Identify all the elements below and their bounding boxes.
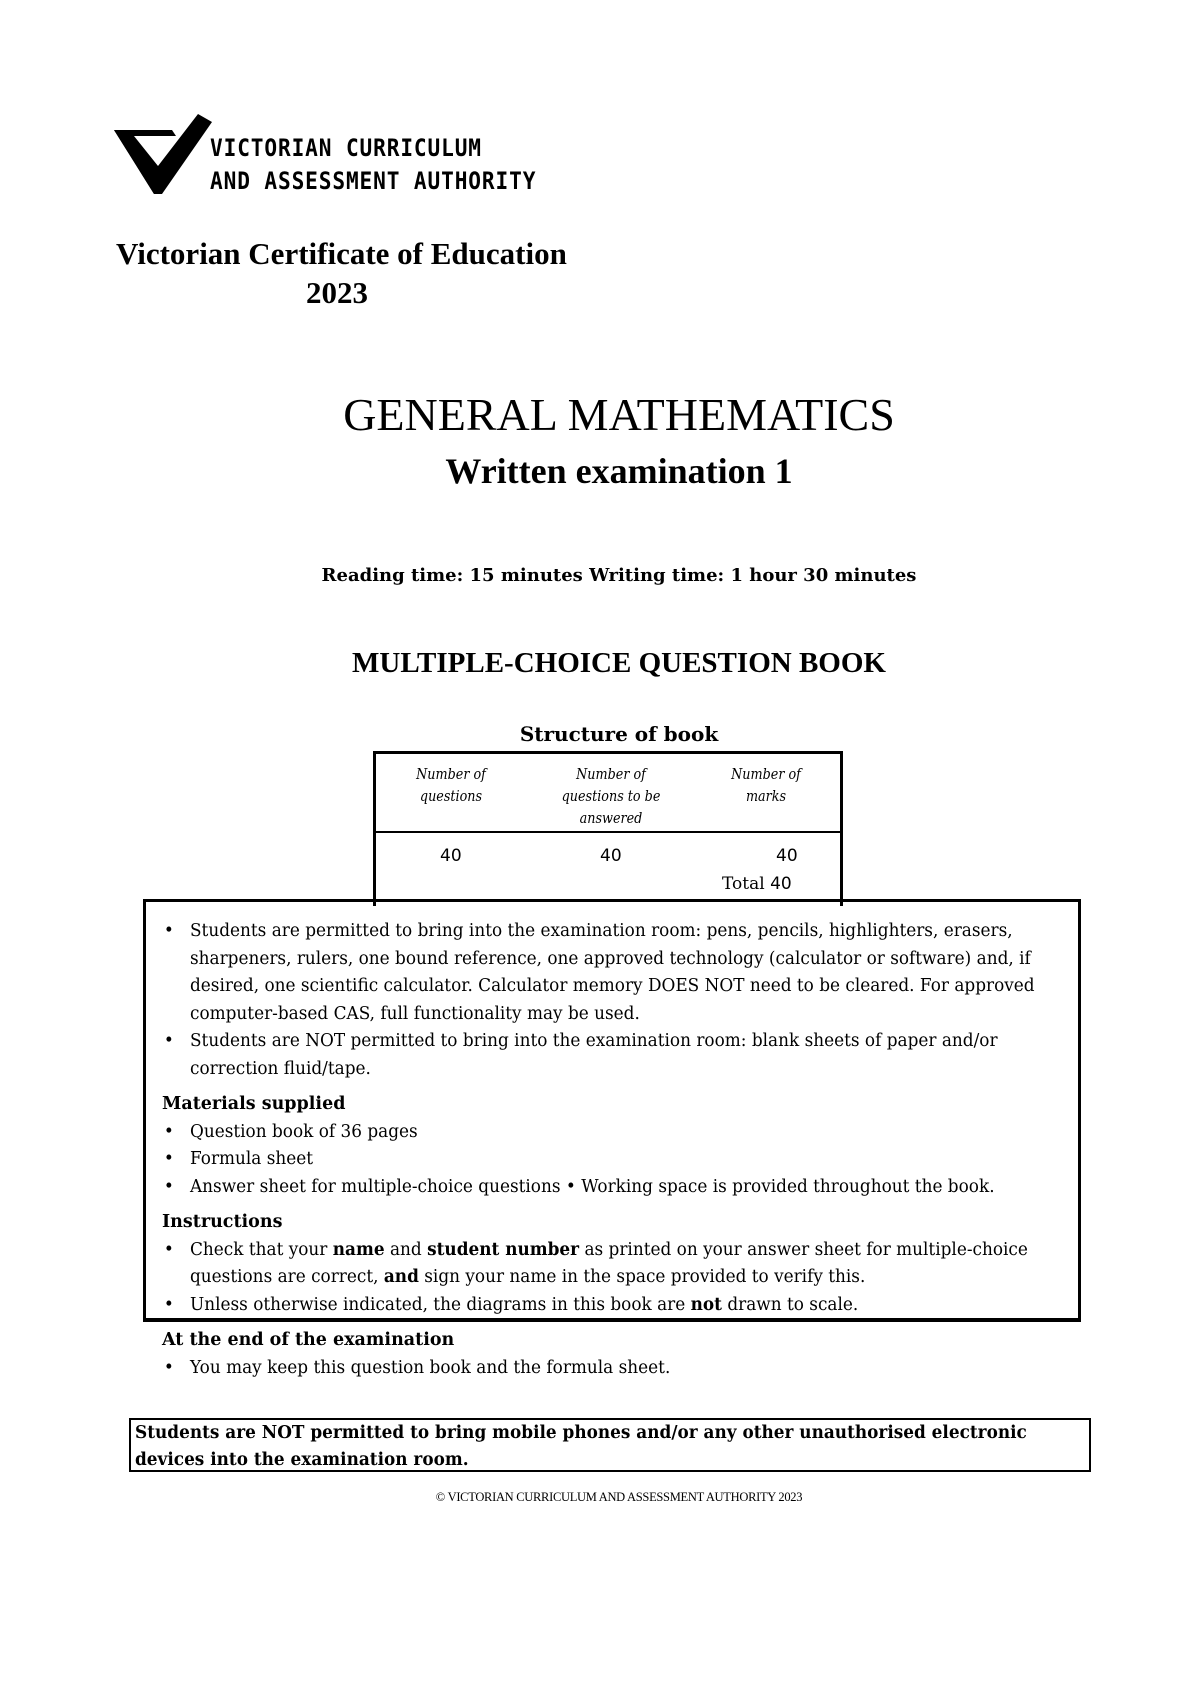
text-fragment: as printed on your answer sheet for multiple-choice questions are correct, (189, 1239, 1028, 1287)
text-fragment: and (384, 1239, 428, 1260)
text-fragment: Unless otherwise indicated, the diagrams in this book are (189, 1294, 691, 1315)
cell-number-of-questions: 40 (440, 846, 462, 866)
logo-text-line-1: VICTORIAN CURRICULUM (210, 134, 482, 162)
end-of-exam-item: • You may keep this question book and the formula sheet. (162, 1355, 1035, 1383)
materials-item: • Question book of 36 pages (162, 1119, 1035, 1147)
bold-name: name (332, 1239, 385, 1260)
warning-text: Students are NOT permitted to bring mobile phones and/or any other unauthorised electronic devices into the examination room. (135, 1423, 1027, 1470)
mobile-phone-warning (129, 1418, 1091, 1472)
cell-questions-to-be-answered: 40 (600, 846, 622, 866)
rule-not-permitted: • Students are NOT permitted to bring into the examination room: blank sheets of paper and/or correction fluid/tape. (162, 1028, 1035, 1083)
table-divider (376, 831, 840, 833)
text-fragment: drawn to scale. (721, 1294, 859, 1315)
bold-student-number: student number (427, 1239, 580, 1260)
copyright: © VICTORIAN CURRICULUM AND ASSESSMENT AUTHORITY 2023 (435, 1490, 803, 1504)
instructions-box (143, 899, 1081, 1378)
structure-heading: Structure of book (519, 722, 719, 746)
certificate-year: 2023 (306, 275, 368, 310)
instructions-heading: Instructions (162, 1212, 283, 1232)
bold-not: not (690, 1294, 722, 1315)
exam-times: Reading time: 15 minutes Writing time: 1 hour 30 minutes (321, 565, 917, 586)
end-of-exam-heading: At the end of the examination (162, 1330, 455, 1350)
header-questions-to-be-answered: Number of questions to be answered (561, 767, 661, 827)
header-number-of-questions: Number of questions (416, 767, 486, 805)
total-marks (722, 874, 792, 894)
structure-table (373, 751, 843, 906)
text-fragment: sign your name in the space provided to verify this. (418, 1267, 866, 1287)
book-title: MULTIPLE-CHOICE QUESTION BOOK (352, 647, 886, 679)
exam-name: Written examination 1 (445, 451, 793, 491)
total-value: 40 (770, 874, 792, 894)
certificate-title: Victorian Certificate of Education (116, 236, 567, 271)
bold-and: and (383, 1267, 419, 1287)
vcaa-logo (114, 114, 544, 196)
instruction-diagrams (162, 1292, 1035, 1320)
header-number-of-marks: Number of marks (731, 767, 801, 805)
rule-permitted: • Students are permitted to bring into the examination room: pens, pencils, highlighters, erasers, sharpeners, rulers, one bound reference, one approved technology (calculator or software) and, if desired, one scientific calculator. Calculator memory DOES NOT need to be cleared. For approved computer-based CAS, full functionality may be used. (162, 918, 1035, 1028)
text-fragment: Check that your (189, 1239, 333, 1260)
logo-text-line-2: AND ASSESSMENT AUTHORITY (210, 167, 537, 195)
subject-title: GENERAL MATHEMATICS (343, 389, 895, 440)
total-label: Total (722, 874, 765, 894)
materials-item: • Formula sheet (162, 1146, 1035, 1174)
materials-item: • Answer sheet for multiple-choice questions • Working space is provided throughout the book. (162, 1174, 1035, 1202)
vcaa-check-logo-icon (114, 114, 214, 196)
cell-number-of-marks: 40 (776, 846, 798, 866)
instruction-check-name (162, 1237, 1035, 1292)
materials-heading: Materials supplied (162, 1094, 346, 1114)
